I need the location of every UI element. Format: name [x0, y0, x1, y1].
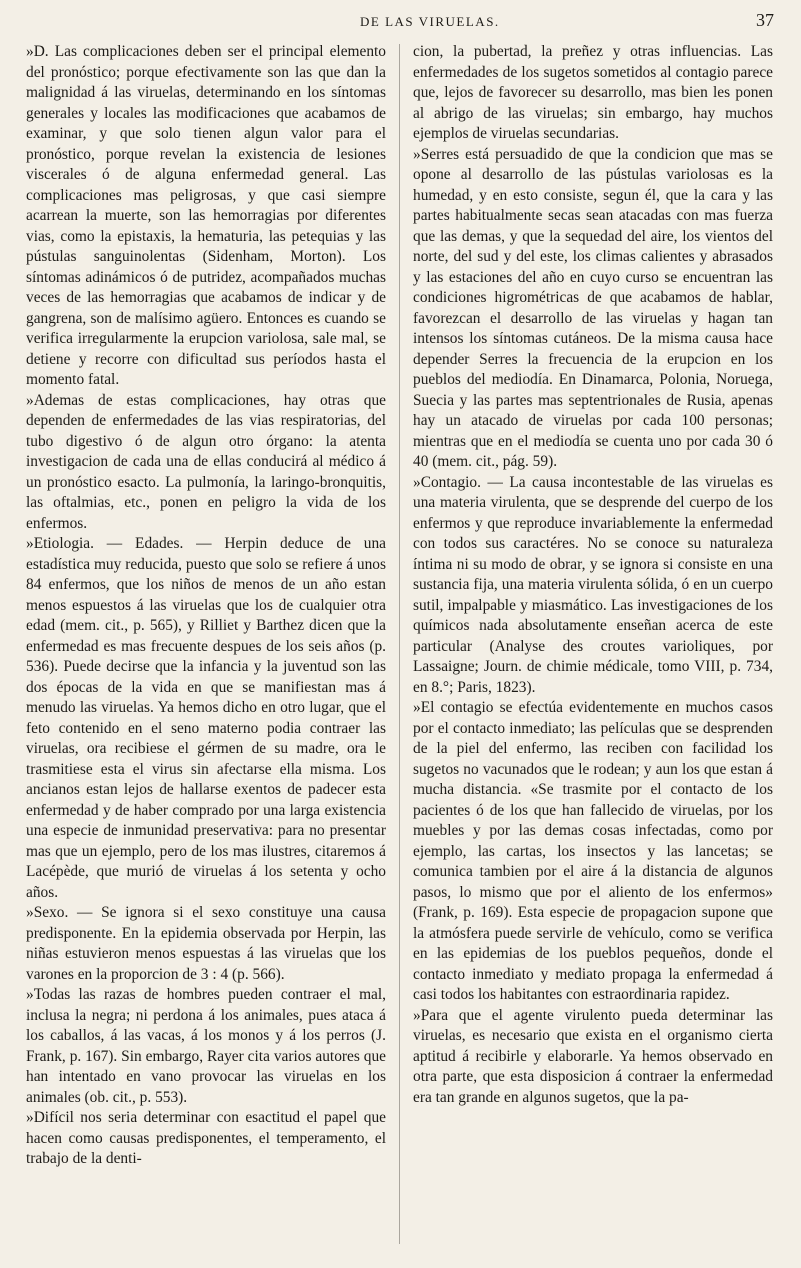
- page-header: [0, 8, 801, 36]
- paragraph: »El contagio se efectúa evidentemente en muchos casos por el contacto inmediato; las películas que se desprenden de la piel del enfermo, las reciben con facilidad los sugetos no vacunados que le rodean; y aun los que estan á mucha distancia. «Se trasmite por el contacto de los pacientes ó de los que han fallecido de viruelas, por los muebles y por las demas cosas infectadas, como por ejemplo, las cartas, los insectos y las lancetas; se comunica tambien por el aire á la distancia de algunos pasos, lo mismo que por el aliento de los enfermos» (Frank, p. 169). Esta especie de propagacion supone que la atmósfera puede servirle de vehículo, como se verifica en las epidemias de los pueblos pequeños, donde el contacto inmediato y mediato propaga la enfermedad á casi todos los habitantes con estraordinaria rapidez.: [413, 699, 773, 1003]
- paragraph: »Ademas de estas complicaciones, hay otras que dependen de enfermedades de las vias respiratorias, del tubo digestivo ó de algun otro órgano: la atenta investigacion de cada una de ellas conducirá al médico á un pronóstico esacto. La pulmonía, la laringo-bronquitis, las oftalmias, etc., ponen en peligro la vida de los enfermos.: [26, 391, 386, 532]
- running-head: DE LAS VIRUELAS.: [360, 14, 500, 29]
- right-column: [413, 42, 773, 1108]
- paragraph: »Sexo. — Se ignora si el sexo constituye una causa predisponente. En la epidemia observada por Herpin, las niñas estuvieron menos espuestas á las viruelas que los varones en la proporcion de 3 : 4 (p. 566).: [26, 904, 386, 983]
- left-column: [26, 42, 386, 1170]
- column-divider: [399, 44, 400, 1244]
- paragraph: »Etiologia. — Edades. — Herpin deduce de una estadística muy reducida, puesto que solo se refiere á unos 84 enfermos, que los niños de menos de un año estan menos espuestos á las viruelas que los de cualquier otra edad (mem. cit., p. 565), y Rilliet y Barthez dicen que la enfermedad es mas frecuente despues de los seis años (p. 536). Puede decirse que la infancia y la juventud son las dos épocas de la vida en que se manifiestan mas á menudo las viruelas. Ya hemos dicho en otro lugar, que el feto contenido en el seno materno podia contraer las viruelas, ora recibiese el gérmen de su madre, ora le trasmitiese esta el virus sin afectarse ella misma. Los ancianos estan lejos de hallarse exentos de padecer esta enfermedad y de haber comprado por una larga existencia una especie de inmunidad preservativa: para no presentar mas que un ejemplo, pero de los mas ilustres, citaremos á Lacépède, que murió de viruelas á los setenta y ocho años.: [26, 535, 386, 901]
- paragraph: »D. Las complicaciones deben ser el principal elemento del pronóstico; porque efectivamente son las que dan la malignidad á las viruelas, determinando en los síntomas generales y locales las modificaciones que acabamos de examinar, y que solo tienen algun valor para el pronóstico, porque revelan la existencia de lesiones viscerales ó de alguna enfermedad general. Las complicaciones mas peligrosas, y que casi siempre acarrean la muerte, son las hemorragias por diferentes vias, como la epistaxis, la hematuria, las petequias y las pústulas sanguinolentas (Sidenham, Morton). Los síntomas adinámicos ó de putridez, acompañados muchas veces de las hemorragias que acabamos de indicar y de gangrena, son de malísimo agüero. Entonces es cuando se verifica irregularmente la erupcion variolosa, sale mal, se detiene y recorre con dificultad sus períodos hasta el momento fatal.: [26, 43, 386, 388]
- paragraph: cion, la pubertad, la preñez y otras influencias. Las enfermedades de los sugetos sometidos al contagio parece que, lejos de favorecer su desarrollo, mas bien les ponen al abrigo de las viruelas; sin embargo, hay muchos ejemplos de viruelas secundarias.: [413, 43, 773, 142]
- paragraph: »Contagio. — La causa incontestable de las viruelas es una materia virulenta, que se desprende del cuerpo de los enfermos y que reproduce invariablemente la enfermedad con todos sus caractéres. No se conoce su naturaleza íntima ni su modo de obrar, y se ignora si consiste en una sustancia fija, una materia virulenta sólida, ó en un cuerpo sutil, impalpable y miasmático. Las investigaciones de los químicos nada absolutamente enseñan acerca de este particular (Analyse des croutes varioliques, por Lassaigne; Journ. de chimie médicale, tomo VIII, p. 734, en 8.°; Paris, 1823).: [413, 473, 773, 696]
- paragraph: »Serres está persuadido de que la condicion que mas se opone al desarrollo de las pústulas variolosas es la humedad, y en esto consiste, segun él, que la cara y las partes habitualmente secas sean atacadas con mas fuerza que las demas, y que la sequedad del aire, los vientos del norte, del sud y del este, los climas calientes y abrasados y las estaciones del año en cuyo curso se encuentran las condiciones higrométricas de que acabamos de hablar, favorezcan el desarrollo de las viruelas y hagan tan intensos los síntomas cutáneos. De la misma causa hace depender Serres la frecuencia de la erupcion en los pueblos del mediodía. En Dinamarca, Polonia, Noruega, Suecia y las partes mas septentrionales de Rusia, apenas hay un atacado de viruelas por cada 100 personas; mientras que en el mediodía se cuenta uno por cada 30 ó 40 (mem. cit., pág. 59).: [413, 145, 773, 470]
- page-number: 37: [756, 10, 774, 30]
- paragraph: »Todas las razas de hombres pueden contraer el mal, inclusa la negra; ni perdona á los animales, pues ataca á los caballos, á las vacas, á los monos y á los perros (J. Frank, p. 167). Sin embargo, Rayer cita varios autores que han intentado en vano provocar las viruelas en los animales (ob. cit., p. 553).: [26, 986, 386, 1106]
- paragraph: »Difícil nos seria determinar con esactitud el papel que hacen como causas predisponentes, el temperamento, el trabajo de la denti-: [26, 1109, 386, 1167]
- paragraph: »Para que el agente virulento pueda determinar las viruelas, es necesario que exista en el organismo cierta aptitud á recibirle y elaborarle. Ya hemos observado en otra parte, que esta disposicion á contraer la enfermedad era tan grande en algunos sugetos, que la pa-: [413, 1006, 773, 1106]
